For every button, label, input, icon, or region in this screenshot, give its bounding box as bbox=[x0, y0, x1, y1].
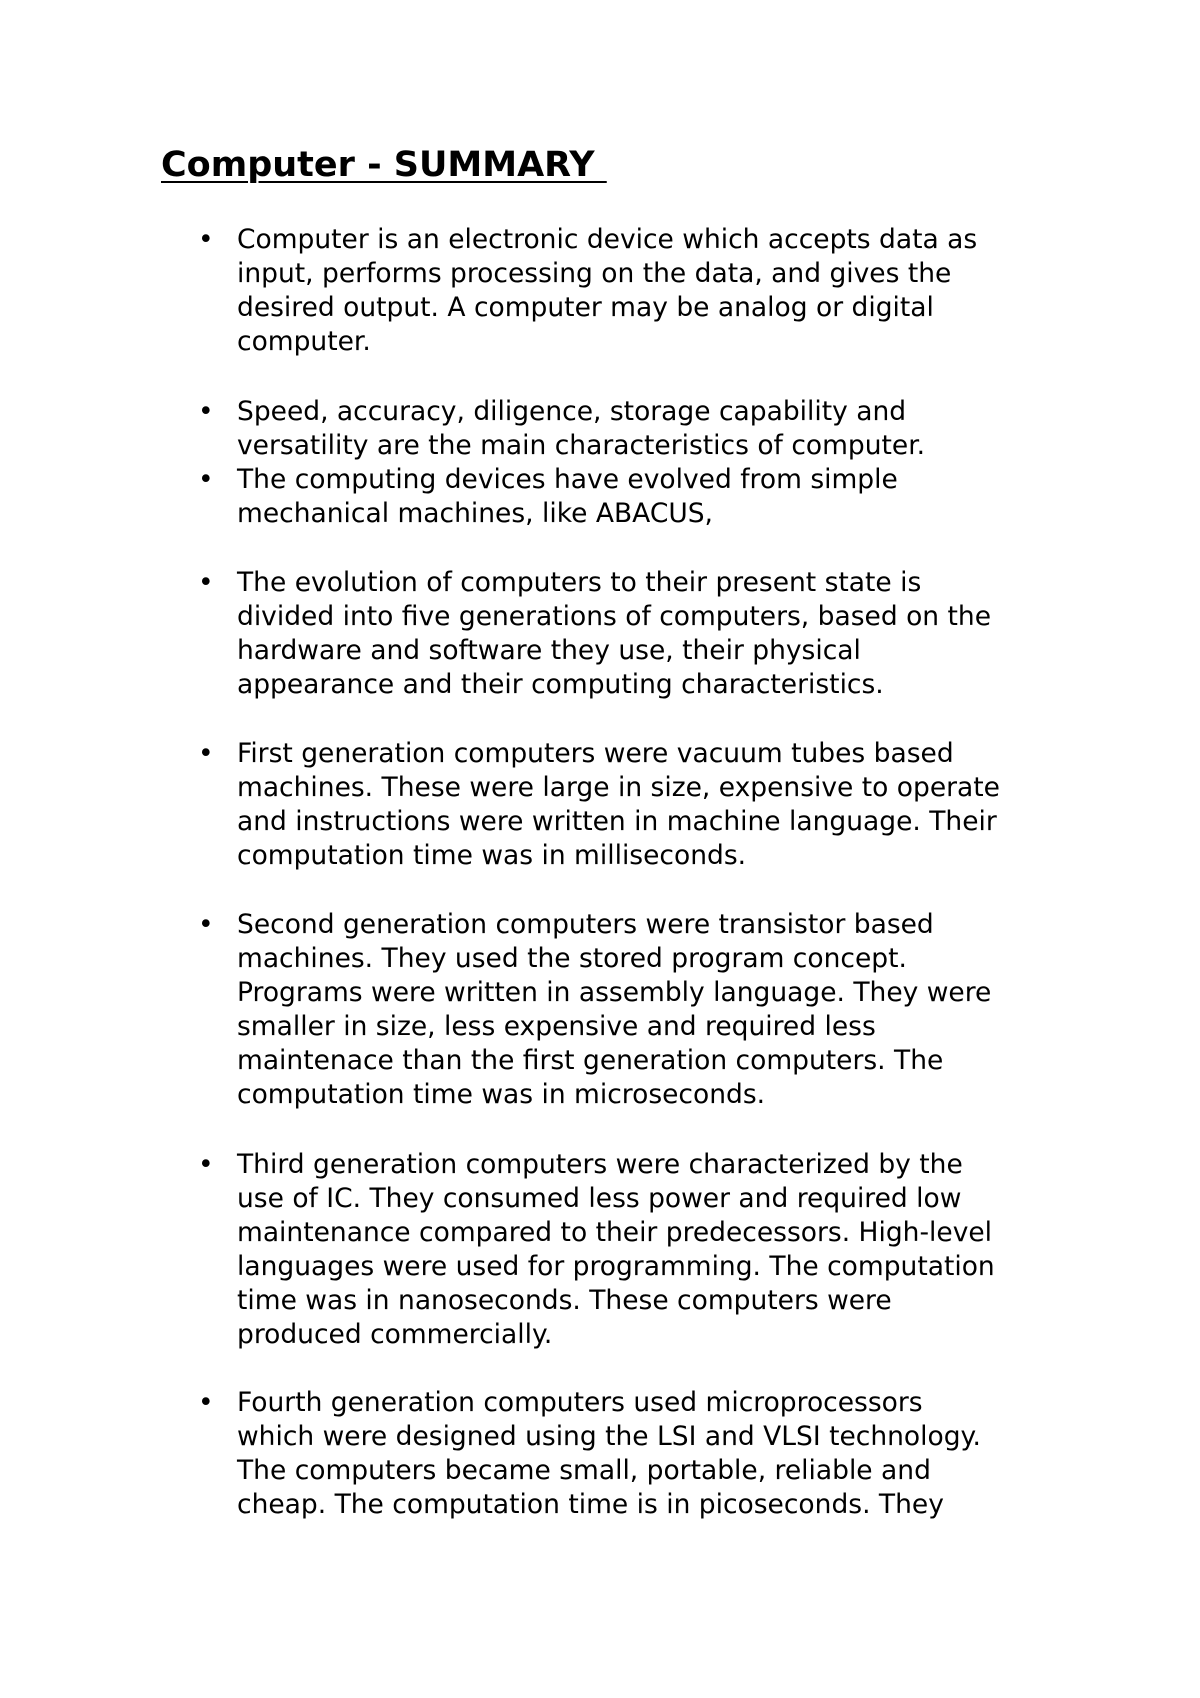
bullet-text bbox=[237, 908, 1117, 1112]
text-line: versatility are the main characteristics of computer. bbox=[237, 430, 926, 461]
bullet-dot-icon: • bbox=[198, 224, 214, 255]
text-line: which were designed using the LSI and VLSI technology. bbox=[237, 1421, 981, 1452]
text-line: produced commercially. bbox=[237, 1319, 553, 1350]
bullet-dot-icon: • bbox=[198, 464, 214, 495]
text-line: The computers became small, portable, reliable and bbox=[237, 1455, 931, 1486]
text-line: Second generation computers were transistor based bbox=[237, 909, 934, 940]
bullet-dot-icon: • bbox=[198, 567, 214, 598]
text-line: mechanical machines, like ABACUS, bbox=[237, 498, 713, 529]
bullet-text bbox=[237, 223, 1117, 359]
text-line: Computer is an electronic device which accepts data as bbox=[237, 224, 978, 255]
bullet-text bbox=[237, 463, 1117, 531]
text-line: appearance and their computing characteristics. bbox=[237, 669, 884, 700]
bullet-text bbox=[237, 566, 1117, 702]
document-title: Computer - SUMMARY bbox=[161, 145, 607, 185]
text-line: Programs were written in assembly language. They were bbox=[237, 977, 992, 1008]
bullet-text bbox=[237, 737, 1117, 873]
text-line: computation time was in microseconds. bbox=[237, 1079, 766, 1110]
text-line: desired output. A computer may be analog or digital bbox=[237, 292, 934, 323]
bullet-text bbox=[237, 1148, 1117, 1352]
text-line: hardware and software they use, their physical bbox=[237, 635, 861, 666]
text-line: computation time was in milliseconds. bbox=[237, 840, 747, 871]
bullet-text bbox=[237, 1386, 1117, 1522]
text-line: input, performs processing on the data, and gives the bbox=[237, 258, 952, 289]
text-line: The computing devices have evolved from simple bbox=[237, 464, 898, 495]
bullet-dot-icon: • bbox=[198, 396, 214, 427]
text-line: The evolution of computers to their present state is bbox=[237, 567, 922, 598]
text-line: Fourth generation computers used microprocessors bbox=[237, 1387, 923, 1418]
bullet-text bbox=[237, 395, 1117, 463]
text-line: Speed, accuracy, diligence, storage capability and bbox=[237, 396, 907, 427]
text-line: maintenance compared to their predecessors. High-level bbox=[237, 1217, 993, 1248]
text-line: cheap. The computation time is in picoseconds. They bbox=[237, 1489, 944, 1520]
text-line: divided into five generations of computers, based on the bbox=[237, 601, 991, 632]
text-line: machines. These were large in size, expensive to operate bbox=[237, 772, 1000, 803]
text-line: use of IC. They consumed less power and required low bbox=[237, 1183, 962, 1214]
bullet-dot-icon: • bbox=[198, 738, 214, 769]
bullet-dot-icon: • bbox=[198, 1387, 214, 1418]
text-line: Third generation computers were characterized by the bbox=[237, 1149, 963, 1180]
text-line: and instructions were written in machine language. Their bbox=[237, 806, 997, 837]
text-line: time was in nanoseconds. These computers were bbox=[237, 1285, 892, 1316]
text-line: computer. bbox=[237, 326, 371, 357]
bullet-dot-icon: • bbox=[198, 1149, 214, 1180]
bullet-dot-icon: • bbox=[198, 909, 214, 940]
text-line: languages were used for programming. The computation bbox=[237, 1251, 995, 1282]
text-line: smaller in size, less expensive and required less bbox=[237, 1011, 876, 1042]
text-line: machines. They used the stored program concept. bbox=[237, 943, 907, 974]
text-line: maintenace than the first generation computers. The bbox=[237, 1045, 944, 1076]
text-line: First generation computers were vacuum tubes based bbox=[237, 738, 954, 769]
